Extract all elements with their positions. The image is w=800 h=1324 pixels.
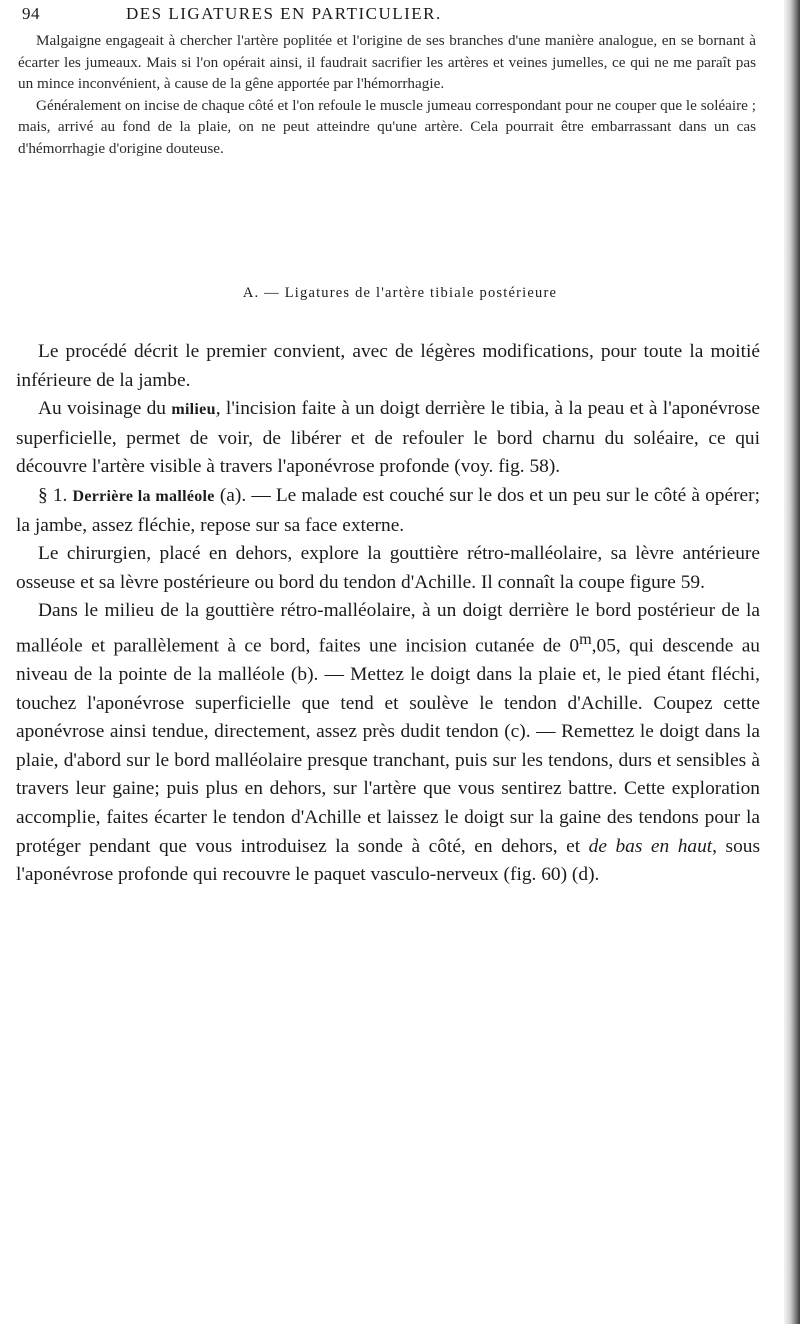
unit-superscript: m	[579, 630, 592, 648]
intro-paragraph-1: Malgaigne engageait à chercher l'artère poplitée et l'origine de ses branches d'une manière analogue, en se bornant à écarter les jumeaux. Mais si l'on opérait ainsi, il faudrait sacrifier les artères et veines jumelles, ce qui ne me paraît pas un mince inconvénient, à cause de la gêne apportée par l'hémorrhagie.	[18, 32, 756, 92]
body-paragraph-5-start: Dans le milieu de la gouttière rétro-malléolaire, à un doigt derrière le bord postérieur de la malléole et parallèlement à ce bord, faites une incision cutanée de 0	[16, 600, 760, 657]
running-head: DES LIGATURES EN PARTICULIER.	[126, 4, 442, 23]
body-paragraph-1: Le procédé décrit le premier convient, avec de légères modifications, pour toute la moitié inférieure de la jambe.	[16, 341, 760, 391]
body-paragraph-5	[16, 597, 760, 889]
bold-term-milieu: milieu	[171, 401, 216, 419]
section-number: § 1.	[38, 484, 73, 506]
body-paragraph-5-middle: ,05, qui descende au niveau de la pointe de la malléole (b). — Mettez le doigt dans la plaie et, le pied étant fléchi, touchez l'aponévrose superficielle que tend et soulève le tendon d'Achille. Coupez cette aponévrose ainsi tendue, directement, assez près dudit tendon (c). — Remettez le doigt dans la plaie, d'abord sur le bord malléolaire presque tranchant, puis sur les tendons, durs et sensibles à travers leur gaine; puis plus en dehors, sur l'artère que vous sentirez battre. Cette exploration accomplie, faites écarter le tendon d'Achille et laissez le doigt sur la gaine des tendons pour la protéger pendant que vous introduisez la sonde à côté, en dehors, et	[16, 635, 760, 857]
body-paragraph-2-start: Au voisinage du	[38, 398, 172, 420]
body-paragraph-2	[16, 395, 760, 482]
body-paragraph-3	[16, 482, 760, 540]
body-paragraph-5-end: , sous l'aponévrose profonde qui recouvre le paquet vasculo-nerveux (fig. 60) (d).	[16, 835, 761, 886]
page-header	[22, 4, 762, 30]
body-paragraph-4: Le chirurgien, placé en dehors, explore la gouttière rétro-malléolaire, sa lèvre antérieure osseuse et sa lèvre postérieure ou bord du tendon d'Achille. Il connaît la coupe figure 59.	[16, 543, 760, 593]
section-heading: A. — Ligatures de l'artère tibiale postérieure	[242, 285, 558, 301]
italic-phrase: de bas en haut	[588, 835, 713, 857]
page-edge-shadow	[784, 0, 800, 1324]
intro-text	[18, 30, 756, 159]
body-paragraph-2-rest: , l'incision faite à un doigt derrière le tibia, à la peau et à l'aponévrose superficielle, permet de voir, de libérer et de refouler le bord charnu du soléaire, ce qui découvre l'artère visible à travers l'aponévrose profonde (voy. fig. 58).	[16, 398, 760, 478]
body-paragraph-3-rest: (a). — Le malade est couché sur le dos et un peu sur le côté à opérer; la jambe, assez fléchie, repose sur sa face externe.	[16, 484, 761, 536]
intro-paragraph-2: Généralement on incise de chaque côté et l'on refoule le muscle jumeau correspondant pour ne couper que le soléaire ; mais, arrivé au fond de la plaie, on ne peut atteindre qu'une artère. Cela pourrait être embarrassant dans un cas d'hémorrhagie d'origine douteuse.	[18, 96, 756, 157]
page-number: 94	[22, 4, 40, 23]
subsection-title: Derrière la malléole	[72, 487, 215, 505]
body-text	[16, 338, 760, 890]
